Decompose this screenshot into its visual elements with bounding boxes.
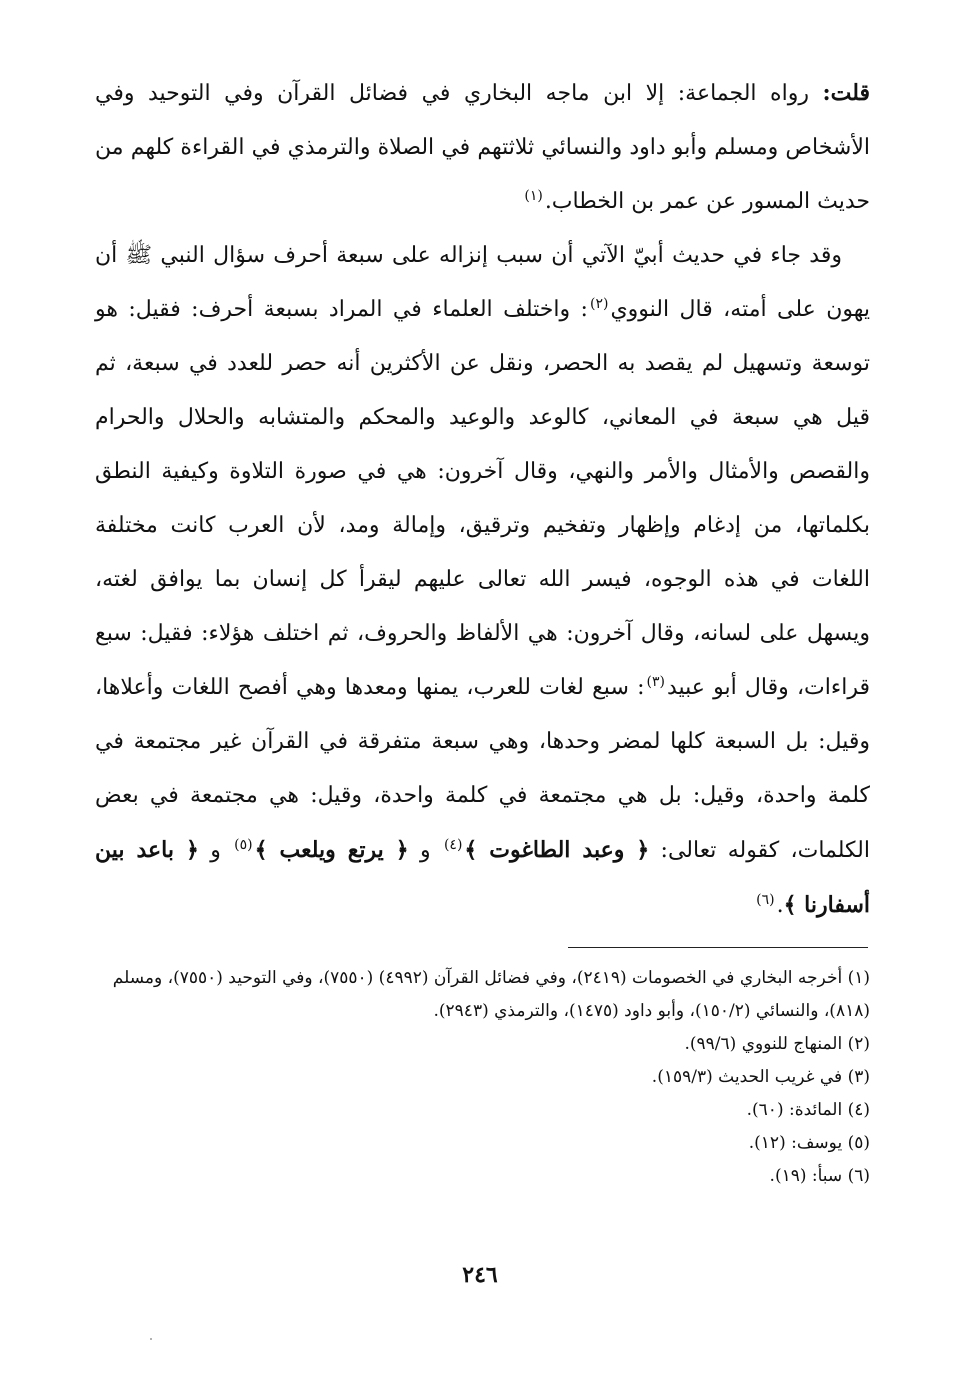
quran-verse-1: ﴿ وعبد الطاغوت ﴾: [464, 837, 650, 863]
quran-verse-2: ﴿ يرتع ويلعب ﴾: [254, 837, 409, 863]
conjunction-2: و: [198, 838, 233, 863]
footnote-ref-4[interactable]: (٤): [443, 836, 463, 853]
footnote-2: (٢) المنهاج للنووي (٩٩/٦).: [684, 1034, 870, 1054]
conjunction-1: و: [408, 838, 442, 863]
footnote-ref-3[interactable]: (٣): [646, 673, 665, 690]
footnote-ref-5[interactable]: (٥): [234, 836, 253, 853]
footnote-ref-1[interactable]: (١): [524, 187, 543, 204]
paragraph-2: [95, 229, 870, 933]
lead-word: قلت:: [822, 80, 870, 106]
paragraph-1: [95, 66, 870, 229]
footnote-ref-6[interactable]: (٦): [756, 891, 775, 908]
footnote-5: (٥) يوسف: (١٢).: [748, 1133, 870, 1153]
footnote-6: (٦) سبأ: (١٩).: [769, 1166, 870, 1186]
paragraph-2-part-3: : سبع لغات للعرب، يمنها ومعدها وهي أفصح اللغات وأعلاها، وقيل: بل السبعة كلها لمضر وحدها، وهي سبعة متفرقة في القرآن غير مجتمعة في كلمة واحدة، وقيل: بل هي مجتمعة في كلمة واحدة، وقيل: هي مجتمعة في بعض الكلمات، كقوله تعالى:: [95, 675, 870, 863]
footnote-ref-2[interactable]: (٢): [589, 295, 609, 312]
scan-speck: [150, 1338, 152, 1340]
paragraph-1-text: رواه الجماعة: إلا ابن ماجه البخاري في فضائل القرآن وفي التوحيد وفي الأشخاص ومسلم وأبو داود والنسائي ثلاثتهم في الصلاة والترمذي في القراءة كلهم من حديث المسور عن عمر بن الخطاب.: [95, 81, 870, 214]
paragraph-2-part-2: : واختلف العلماء في المراد بسبعة أحرف: فقيل: هو توسعة وتسهيل لم يقصد به الحصر، ونقل عن الأكثرين أنه حصر للعدد في سبعة، ثم قيل هي سبعة في المعاني، كالوعد والوعيد والمحكم والمتشابه والحلال والحرام والقصص والأمثال والأمر والنهي، وقال آخرون: هي في صورة التلاوة وكيفية النطق بكلماتها، من إدغام وإظهار وتفخيم وترقيق، وإمالة ومد، لأن العرب كانت مختلفة اللغات في هذه الوجوه، فيسر الله تعالى عليهم ليقرأ كل إنسان بما يوافق لغته، ويسهل على لسانه، وقال آخرون: هي الألفاظ والحروف، ثم اختلف هؤلاء: فقيل: سبع قراءات، وقال أبو عبيد: [95, 297, 870, 700]
page-number: ٢٤٦: [462, 1262, 498, 1288]
paragraph-2-part-1: وقد جاء في حديث أبيّ الآتي أن سبب إنزاله على سبعة أحرف سؤال النبي ﷺ أن يهون على أمته، قال النووي: [95, 243, 870, 322]
footnote-4: (٤) المائدة: (٦٠).: [746, 1100, 870, 1120]
footnotes-section: [110, 962, 870, 1193]
footnote-divider: [568, 947, 868, 948]
main-text-block: [95, 66, 870, 933]
paragraph-2-end: .: [776, 893, 784, 918]
footnote-3: (٣) في غريب الحديث (١٥٩/٣).: [651, 1067, 870, 1087]
footnote-1: (١) أخرجه البخاري في الخصومات (٢٤١٩)، وفي فضائل القرآن (٤٩٩٢) (٧٥٥٠)، وفي التوحيد (٧٥٥٠)، ومسلم (٨١٨)، والنسائي (١٥٠/٢)، وأبو داود (١٤٧٥)، والترمذي (٢٩٤٣).: [112, 968, 870, 1021]
quran-verse-3: ﴿ باعد بين أسفارنا ﴾: [95, 837, 870, 918]
